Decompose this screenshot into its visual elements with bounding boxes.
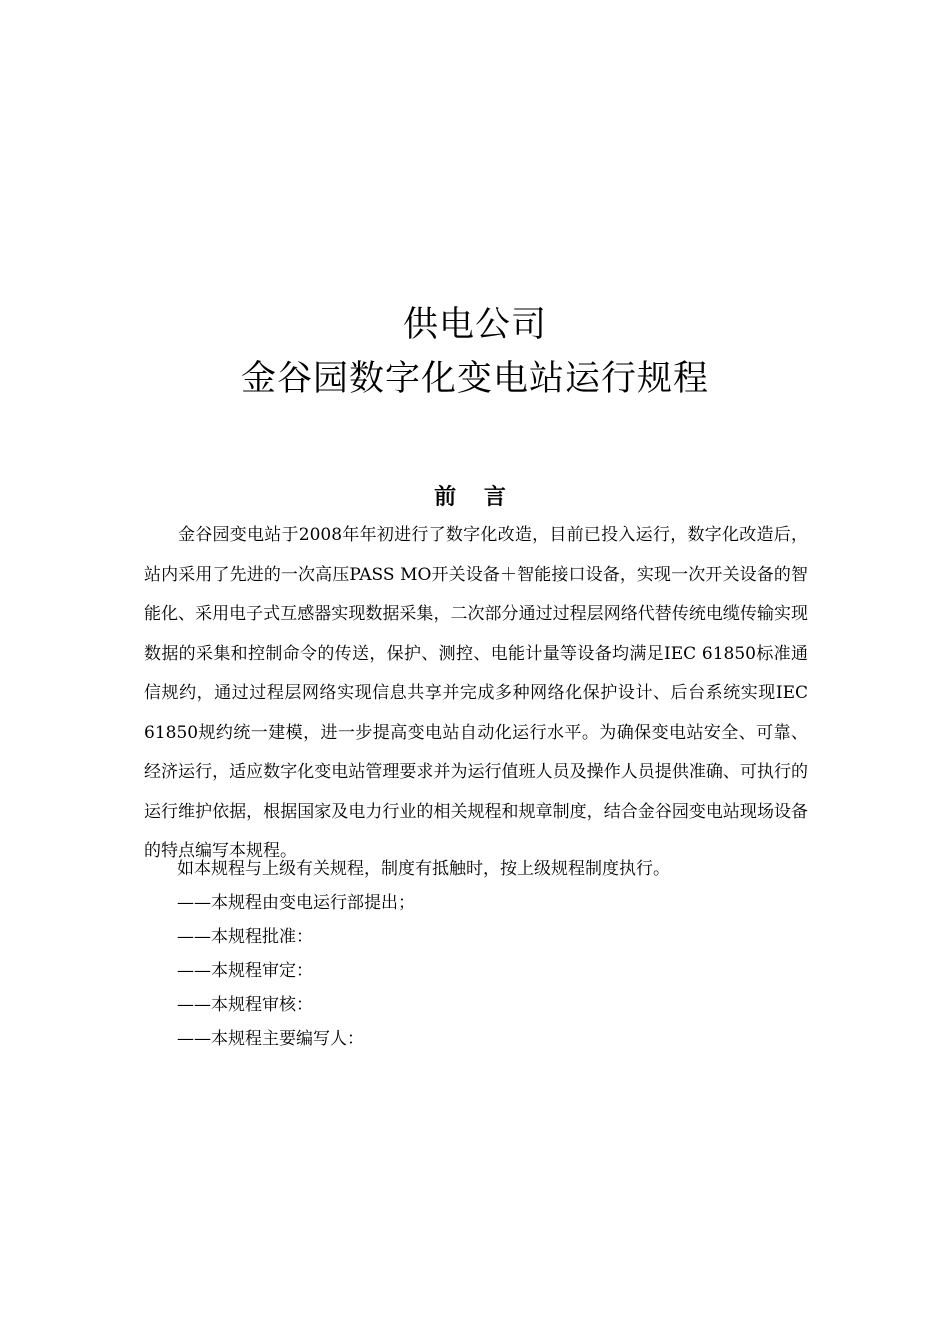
title-regulation: 金谷园数字化变电站运行规程 — [240, 359, 709, 399]
preface-heading: 前 言 — [434, 484, 516, 510]
checked-by-line: ——本规程审核： — [177, 995, 313, 1015]
preface-paragraph: 金谷园变电站于2008年年初进行了数字化改造，目前已投入运行，数字化改造后，站内采用了先进的一次高压PASS MO开关设备＋智能接口设备，实现一次开关设备的智能化、采用电子式互感器实现数据采集，二次部分通过过程层网络代替传统电缆传输实现数据的采集和控制命令的传送，保护、测控、电能计量等设备均满足IEC 61850标准通信规约，通过过程层网络实现信息共享并完成多种网络化保护设计、后台系统实现IEC 61850规约统一建模，进一步提高变电站自动化运行水平。为确保变电站安全、可靠、经济运行，适应数字化变电站管理要求并为运行值班人员及操作人员提供准确、可执行的运行维护依据，根据国家及电力行业的相关规程和规章制度，结合金谷园变电站现场设备的特点编写本规程。 — [144, 525, 808, 861]
reviewed-by-line: ——本规程审定： — [177, 961, 313, 981]
title-company: 供电公司 — [402, 305, 547, 345]
approved-by-line: ——本规程批准： — [177, 927, 313, 947]
document-title — [0, 298, 950, 406]
note-line: 如本规程与上级有关规程，制度有抵触时，按上级规程制度执行。 — [177, 859, 670, 879]
proposed-by-line: ——本规程由变电运行部提出； — [177, 893, 415, 913]
authors-line: ——本规程主要编写人： — [177, 1029, 364, 1049]
preface-lines — [177, 852, 817, 1056]
